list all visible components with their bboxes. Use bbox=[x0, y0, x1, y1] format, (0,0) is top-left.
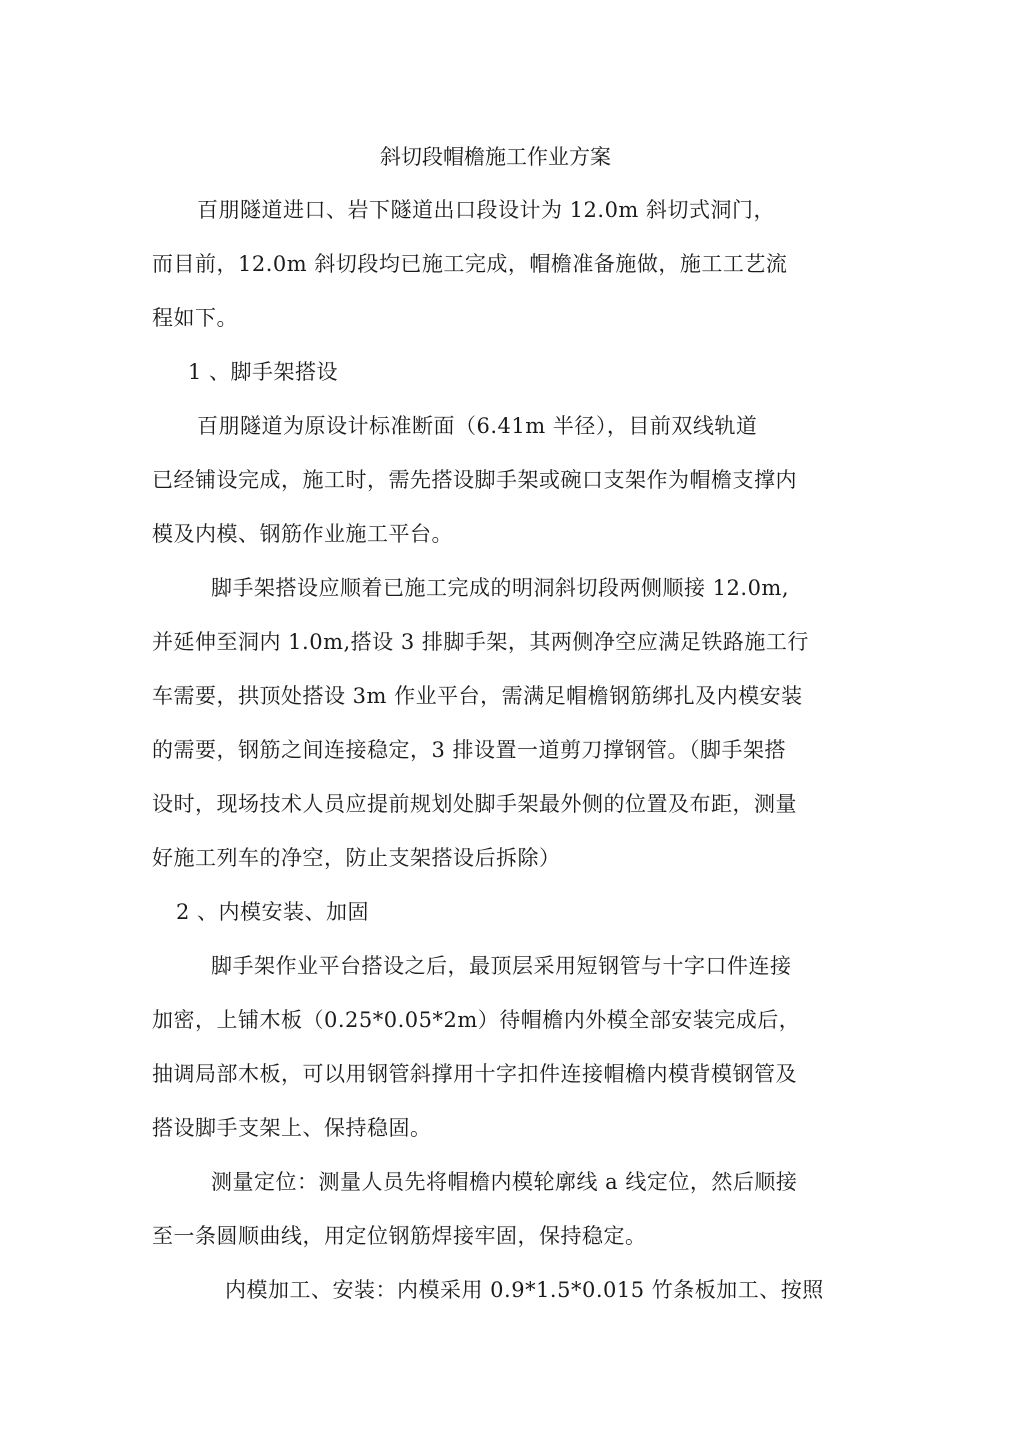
paragraph-line: 而目前，12.0m 斜切段均已施工完成，帽檐准备施做，施工工艺流 bbox=[152, 252, 788, 276]
document-title: 斜切段帽檐施工作业方案 bbox=[380, 145, 611, 169]
paragraph-line: 内模加工、安装：内模采用 0.9*1.5*0.015 竹条板加工、按照 bbox=[225, 1278, 824, 1302]
paragraph-line: 模及内模、钢筋作业施工平台。 bbox=[152, 522, 453, 546]
paragraph-line: 抽调局部木板，可以用钢管斜撑用十字扣件连接帽檐内模背模钢管及 bbox=[152, 1062, 797, 1086]
paragraph-line: 程如下。 bbox=[152, 306, 238, 330]
section-heading: 2 、内模安装、加固 bbox=[176, 900, 370, 924]
paragraph-line: 脚手架搭设应顺着已施工完成的明洞斜切段两侧顺接 12.0m, bbox=[211, 576, 790, 600]
paragraph-line: 百朋隧道为原设计标准断面（6.41m 半径），目前双线轨道 bbox=[197, 414, 758, 438]
paragraph-line: 脚手架作业平台搭设之后，最顶层采用短钢管与十字口件连接 bbox=[211, 954, 792, 978]
paragraph-line: 已经铺设完成，施工时，需先搭设脚手架或碗口支架作为帽檐支撑内 bbox=[152, 468, 797, 492]
paragraph-line: 好施工列车的净空，防止支架搭设后拆除） bbox=[152, 846, 561, 870]
section-heading: 1 、脚手架搭设 bbox=[188, 360, 339, 384]
paragraph-line: 搭设脚手支架上、保持稳固。 bbox=[152, 1116, 432, 1140]
paragraph-line: 设时，现场技术人员应提前规划处脚手架最外侧的位置及布距，测量 bbox=[152, 792, 797, 816]
paragraph-line: 加密，上铺木板（0.25*0.05*2m）待帽檐内外模全部安装完成后， bbox=[152, 1008, 801, 1032]
paragraph-line: 百朋隧道进口、岩下隧道出口段设计为 12.0m 斜切式洞门， bbox=[197, 198, 776, 222]
paragraph-line: 的需要，钢筋之间连接稳定，3 排设置一道剪刀撑钢管。（脚手架搭 bbox=[152, 738, 787, 762]
paragraph-line: 至一条圆顺曲线，用定位钢筋焊接牢固，保持稳定。 bbox=[152, 1224, 647, 1248]
paragraph-line: 并延伸至洞内 1.0m,搭设 3 排脚手架，其两侧净空应满足铁路施工行 bbox=[152, 630, 809, 654]
paragraph-line: 车需要，拱顶处搭设 3m 作业平台，需满足帽檐钢筋绑扎及内模安装 bbox=[152, 684, 803, 708]
paragraph-line: 测量定位：测量人员先将帽檐内模轮廓线 a 线定位，然后顺接 bbox=[211, 1170, 798, 1194]
